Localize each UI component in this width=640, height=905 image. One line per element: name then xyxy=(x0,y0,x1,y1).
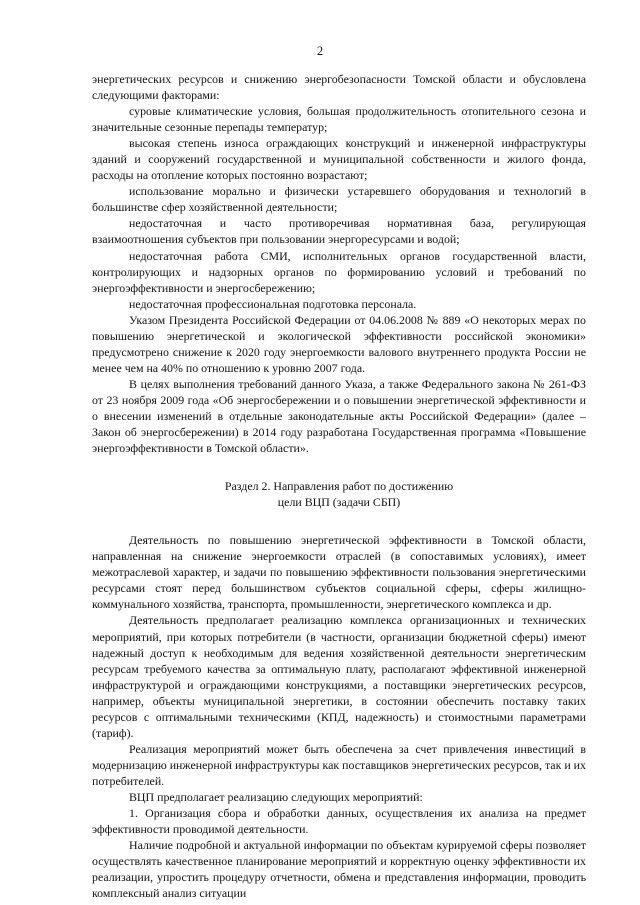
paragraph: суровые климатические условия, большая продолжительность отопительного сезона и значительные сезонные перепады температур; xyxy=(92,104,586,135)
paragraphs-before-heading xyxy=(92,71,586,456)
paragraph: недостаточная профессиональная подготовка персонала. xyxy=(129,296,417,311)
paragraph: Деятельность предполагает реализацию комплекса организационных и технических мероприятий, при которых потребители (в частности, организации бюджетной сферы) имеют надежный доступ к необходимым для ведения хозяйственной деятельности энергетическим ресурсам требуемого качества за оптимальную плату, располагают эффективной инженерной инфраструктурой и ограждающими конструкциями, а поставщики энергетических ресурсов, например, объекты муниципальной энергетики, в состоянии обеспечить поставку таких ресурсов с оптимальными техническими (КПД, надежность) и стоимостными параметрами (тариф). xyxy=(92,613,586,740)
paragraph: Реализация мероприятий может быть обеспечена за счет привлечения инвестиций в модернизацию инженерной инфраструктуры как поставщиков энергетических ресурсов, так и их потребителей. xyxy=(92,741,586,788)
document-body xyxy=(92,71,586,901)
paragraph: Деятельность по повышению энергетической эффективности в Томской области, направленная на снижение энергоемкости отраслей (в сопоставимых условиях), имеет межотраслевой характер, и задачи по повышению эффективности пользования энергетическими ресурсами стоят перед большинством субъектов социальной сферы, сферы жилищно-коммунального хозяйства, транспорта, промышленности, энергетического комплекса и др. xyxy=(92,533,586,612)
paragraph: В целях выполнения требований данного Указа, а также Федерального закона № 261-ФЗ от 23 ноября 2009 года «Об энергосбережении и о повышении энергетической эффективности и о внесении изменений в отдельные законодательные акты Российской Федерации» (далее – Закон об энергосбережении) в 2014 году разработана Государственная программа «Повышение энергоэффективности в Томской области». xyxy=(92,376,586,456)
section-heading-line-1: Раздел 2. Направления работ по достижению xyxy=(224,479,454,494)
paragraph: высокая степень износа ограждающих конструкций и инженерной инфраструктуры зданий и сооружений государственной и муниципальной собственности и жилого фонда, расходы на отопление которых постоянно возрастают; xyxy=(92,136,586,183)
paragraphs-after-heading xyxy=(92,532,586,901)
paragraph: использование морально и физически устаревшего оборудования и технологий в большинстве сфер хозяйственной деятельности; xyxy=(92,184,586,215)
paragraph: недостаточная работа СМИ, исполнительных органов государственной власти, контролирующих и надзорных органов по формированию условий и требований по энергоэффективности и энергосбережению; xyxy=(92,248,586,295)
section-heading-line-2: цели ВЦП (задачи СБП) xyxy=(277,495,401,510)
page-number: 2 xyxy=(316,44,324,58)
paragraph: Указом Президента Российской Федерации от 04.06.2008 № 889 «О некоторых мерах по повышению энергетической и экологической эффективности российской экономики» предусмотрено снижение к 2020 году энергоемкости валового внутреннего продукта России не менее чем на 40% по отношению к уровню 2007 года. xyxy=(92,312,586,375)
paragraph: Наличие подробной и актуальной информации по объектам курируемой сферы позволяет осуществлять качественное планирование мероприятий и корректную оценку эффективности их реализации, упростить процедуру отчетности, обмена и представления информации, проводить комплексный анализ ситуации xyxy=(92,838,586,901)
paragraph: 1. Организация сбора и обработки данных, осуществления их анализа на предмет эффективности проводимой деятельности. xyxy=(92,806,586,837)
paragraph: недостаточная и часто противоречивая нормативная база, регулирующая взаимоотношения субъектов при пользовании энергоресурсами и водой; xyxy=(92,216,586,247)
section-heading xyxy=(92,478,586,510)
paragraph: ВЦП предполагает реализацию следующих мероприятий: xyxy=(129,789,423,804)
paragraph: энергетических ресурсов и снижению энергобезопасности Томской области и обусловлена следующими факторами: xyxy=(92,72,586,103)
